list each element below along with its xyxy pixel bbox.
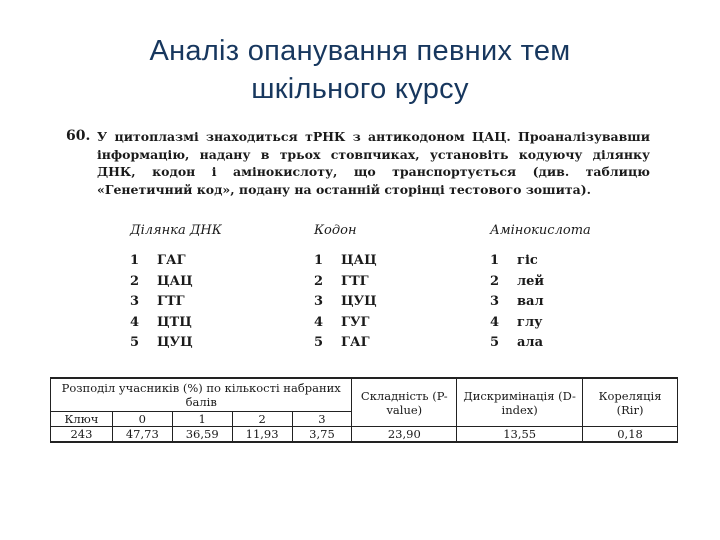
score-3-value: 3,75 <box>292 427 352 443</box>
codon-row <box>314 272 377 293</box>
slide-title <box>60 32 660 108</box>
amino-row <box>490 333 591 354</box>
stats-header-row <box>51 378 678 412</box>
dna-row <box>130 251 222 272</box>
score-3-subheader: 3 <box>292 412 352 427</box>
score-1-value: 36,59 <box>172 427 232 443</box>
amino-row-number: 1 <box>490 253 500 268</box>
dna-row-number: 3 <box>130 294 140 309</box>
codon-row-value: ЦУЦ <box>341 294 377 309</box>
codon-row <box>314 313 377 334</box>
dna-row-number: 1 <box>130 253 140 268</box>
dna-row-value: ЦУЦ <box>157 335 193 350</box>
codon-row-value: ГУГ <box>341 314 370 330</box>
score-2-subheader: 2 <box>232 412 292 427</box>
codon-row-number: 3 <box>314 294 324 309</box>
dna-row-value: ГТГ <box>157 294 185 309</box>
codon-row-value: ГАГ <box>341 335 370 350</box>
correlation-header: Кореляція (Rir) <box>583 378 678 427</box>
discrimination-value: 13,55 <box>457 427 583 443</box>
distribution-header: Розподіл учасників (%) по кількості набраних балів <box>51 378 352 412</box>
key-subheader: Ключ <box>51 412 113 427</box>
amino-row <box>490 313 591 334</box>
score-0-value: 47,73 <box>112 427 172 443</box>
score-2-value: 11,93 <box>232 427 292 443</box>
dna-column <box>130 223 222 354</box>
task-block <box>66 128 650 198</box>
dna-row-value: ГАГ <box>157 253 186 268</box>
amino-row <box>490 251 591 272</box>
codon-row-number: 1 <box>314 253 324 268</box>
amino-row-value: лей <box>517 273 545 289</box>
codon-column-header: Кодон <box>314 223 357 238</box>
dna-row-value: ЦТЦ <box>157 314 192 330</box>
amino-row-value: глу <box>517 314 543 330</box>
dna-row <box>130 313 222 334</box>
dna-row-value: ЦАЦ <box>157 273 193 289</box>
codon-row-number: 5 <box>314 335 324 350</box>
amino-row-number: 5 <box>490 335 500 350</box>
codon-column <box>314 223 377 354</box>
dna-row <box>130 333 222 354</box>
score-1-subheader: 1 <box>172 412 232 427</box>
amino-row <box>490 272 591 293</box>
amino-column-header: Амінокислота <box>490 223 591 238</box>
correlation-value: 0,18 <box>583 427 678 443</box>
key-value: 243 <box>51 427 113 443</box>
stats-values-row <box>51 427 678 443</box>
difficulty-header: Складність (P-value) <box>352 378 457 427</box>
dna-row <box>130 272 222 293</box>
codon-row <box>314 251 377 272</box>
amino-row-number: 4 <box>490 314 500 330</box>
score-0-subheader: 0 <box>112 412 172 427</box>
discrimination-header: Дискримінація (D-index) <box>457 378 583 427</box>
codon-row-number: 2 <box>314 273 324 289</box>
slide-title-line-1: Аналіз опанування певних тем <box>149 35 571 67</box>
dna-row <box>130 292 222 313</box>
dna-column-header: Ділянка ДНК <box>130 223 222 238</box>
amino-row-number: 3 <box>490 294 500 309</box>
task-text: У цитоплазмі знаходиться тРНК з антикодоном ЦАЦ. Проаналізувавши інформацію, надану в трьох стовпчиках, установіть кодуючу ділянку ДНК, кодон і амінокислоту, що транспортується (див. таблицю «Генетичний код», подану на останній сторінці тестового зошита). <box>97 129 650 197</box>
codon-row-value: ЦАЦ <box>341 253 377 268</box>
slide-title-line-2: шкільного курсу <box>251 73 469 105</box>
codon-row-value: ГТГ <box>341 273 369 289</box>
amino-row <box>490 292 591 313</box>
amino-row-value: ала <box>517 335 544 350</box>
item-statistics-table <box>50 377 678 443</box>
task-number: 60. <box>66 128 91 144</box>
difficulty-value: 23,90 <box>352 427 457 443</box>
amino-row-value: вал <box>517 294 544 309</box>
amino-row-value: гіс <box>517 253 538 268</box>
dna-row-number: 4 <box>130 314 140 330</box>
dna-row-number: 2 <box>130 273 140 289</box>
codon-row <box>314 292 377 313</box>
amino-row-number: 2 <box>490 273 500 289</box>
codon-row-number: 4 <box>314 314 324 330</box>
amino-column <box>490 223 591 354</box>
codon-row <box>314 333 377 354</box>
dna-row-number: 5 <box>130 335 140 350</box>
